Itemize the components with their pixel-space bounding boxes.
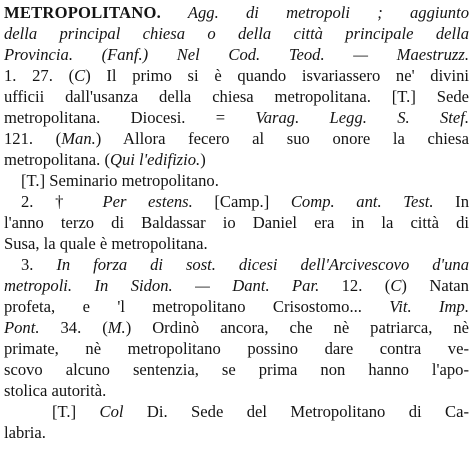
entry-line xyxy=(4,233,469,254)
entry-text: [T.] xyxy=(52,402,100,421)
entry-text: ) xyxy=(200,150,206,169)
entry-text: metropolitana. ( xyxy=(4,150,110,169)
entry-line xyxy=(4,65,469,86)
entry-text: stolica autorità. xyxy=(4,381,107,400)
entry-line xyxy=(4,2,469,23)
entry-line xyxy=(4,317,469,338)
entry-text: ) Il primo si è quando isvariassero ne' divini xyxy=(85,66,470,85)
entry-text: 3. xyxy=(21,255,57,274)
entry-text: della principal chiesa o della città principale della xyxy=(4,24,469,43)
entry-text: In xyxy=(433,192,469,211)
entry-line xyxy=(4,149,469,170)
entry-text: l'anno terzo di Baldassar io Daniel era in la città di xyxy=(4,213,469,232)
entry-text: ufficii dall'usanza della chiesa metropolitana. [T.] Sede xyxy=(4,87,469,106)
entry-line xyxy=(4,275,469,296)
entry-text: metropoli. In Sidon. — Dant. Par. xyxy=(4,276,320,295)
entry-text: 1. 27. ( xyxy=(4,66,75,85)
entry-line xyxy=(4,128,469,149)
entry-line xyxy=(52,401,469,422)
entry-text: primate, nè metropolitano possino dare contra ve- xyxy=(4,339,469,358)
entry-text: ) Natan xyxy=(401,276,469,295)
headword: METROPOLITANO. xyxy=(4,3,161,22)
entry-text: labria. xyxy=(4,423,46,442)
entry-text: [Camp.] xyxy=(192,192,291,211)
entry-text: Agg. di metropoli ; aggiunto xyxy=(160,3,469,22)
entry-text: Comp. ant. Test. xyxy=(290,192,434,211)
entry-line xyxy=(4,212,469,233)
entry-text: metropolitana. Diocesi. = xyxy=(4,108,256,127)
entry-text: ) Allora fecero al suo onore la chiesa xyxy=(95,129,469,148)
entry-text: 12. ( xyxy=(319,276,391,295)
entry-text: M. xyxy=(107,318,126,337)
entry-text: Provincia. (Fanf.) Nel Cod. Teod. — Maestruzz. xyxy=(4,45,469,64)
entry-text: Varag. Legg. S. Stef. xyxy=(255,108,469,127)
entry-text: ) Ordinò ancora, che nè patriarca, nè xyxy=(125,318,469,337)
entry-line xyxy=(4,296,469,317)
entry-line xyxy=(21,170,469,191)
entry-text: Qui l'edifizio. xyxy=(109,150,201,169)
entry-text: 34. ( xyxy=(39,318,108,337)
entry-text: Di. Sede del Metropolitano di Ca- xyxy=(123,402,469,421)
entry-text: C xyxy=(390,276,402,295)
entry-text: Col xyxy=(99,402,124,421)
entry-line xyxy=(4,86,469,107)
entry-text: 2. † xyxy=(21,192,103,211)
entry-text: Per estens. xyxy=(102,192,193,211)
entry-line xyxy=(4,422,469,443)
entry-text: C xyxy=(74,66,86,85)
entry-text: Vit. Imp. xyxy=(389,297,469,316)
entry-text: [T.] Seminario metropolitano. xyxy=(21,171,219,190)
entry-line xyxy=(4,44,469,65)
entry-line xyxy=(4,338,469,359)
entry-text: Man. xyxy=(61,129,96,148)
entry-line xyxy=(4,359,469,380)
entry-line xyxy=(21,191,469,212)
entry-text: Pont. xyxy=(4,318,40,337)
entry-line xyxy=(4,380,469,401)
entry-text: scovo alcuno sentenzia, se prima non hanno l'apo- xyxy=(4,360,469,379)
entry-text: 121. ( xyxy=(4,129,62,148)
entry-text: In forza di sost. dicesi dell'Arcivescovo d'una xyxy=(56,255,469,274)
entry-text: Susa, la quale è metropolitana. xyxy=(4,234,208,253)
entry-line xyxy=(21,254,469,275)
entry-line xyxy=(4,107,469,128)
entry-line xyxy=(4,23,469,44)
entry-text: profeta, e 'l metropolitano Crisostomo... xyxy=(4,297,390,316)
